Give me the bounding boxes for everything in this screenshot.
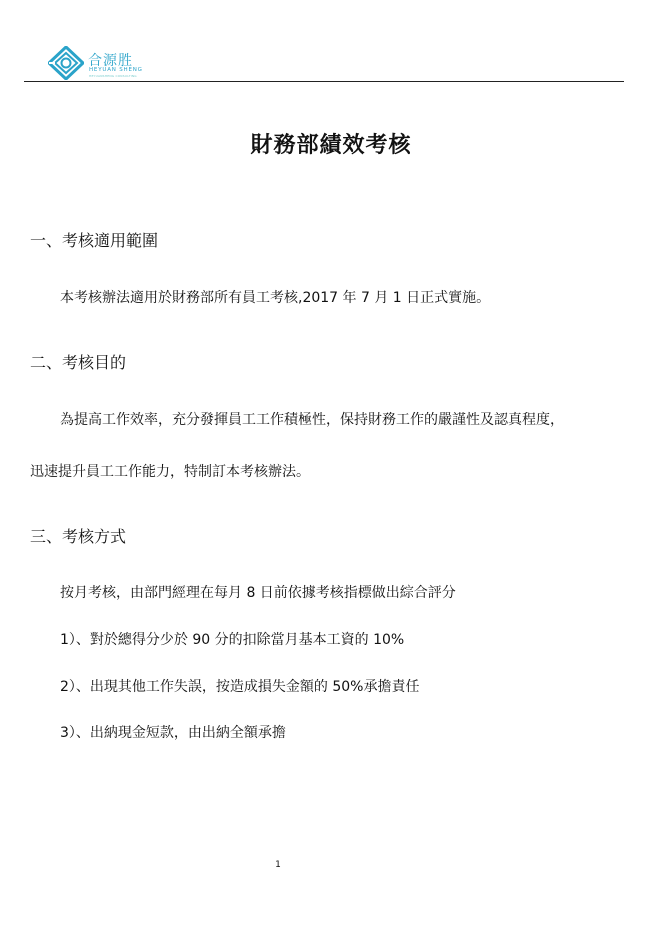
company-logo <box>48 46 168 80</box>
purpose-paragraph-line-1: 為提高工作效率，充分發揮員工工作積極性，保持財務工作的嚴謹性及認真程度， <box>60 412 564 428</box>
method-rule-3: 3）、出納現金短款，由出納全額承擔 <box>60 725 286 741</box>
purpose-paragraph-line-2: 迅速提升員工工作能力，特制訂本考核辦法。 <box>30 464 310 480</box>
method-paragraph: 按月考核，由部門經理在每月 8 日前依據考核指標做出綜合評分 <box>60 585 456 601</box>
method-rule-1: 1）、對於總得分少於 90 分的扣除當月基本工資的 10% <box>60 632 405 648</box>
logo-diamond-icon <box>48 46 84 80</box>
method-rule-2: 2）、出現其他工作失誤，按造成損失金額的 50%承擔責任 <box>60 679 420 695</box>
header-divider <box>24 81 624 82</box>
page-number: 1 <box>275 860 281 870</box>
scope-paragraph: 本考核辦法適用於財務部所有員工考核,2017 年 7 月 1 日正式實施。 <box>60 290 491 306</box>
section-heading-method: 三、考核方式 <box>30 527 127 546</box>
logo-english-name: HEYUAN SHENG <box>89 67 143 73</box>
page-header <box>0 0 662 84</box>
section-heading-scope: 一、考核適用範圍 <box>30 231 159 250</box>
section-heading-purpose: 二、考核目的 <box>30 353 127 372</box>
logo-tagline: HEYUANSHENG CONSULTING <box>89 74 137 78</box>
logo-chinese-name: 合源胜 <box>88 53 133 69</box>
document-title: 財務部績效考核 <box>250 133 412 158</box>
